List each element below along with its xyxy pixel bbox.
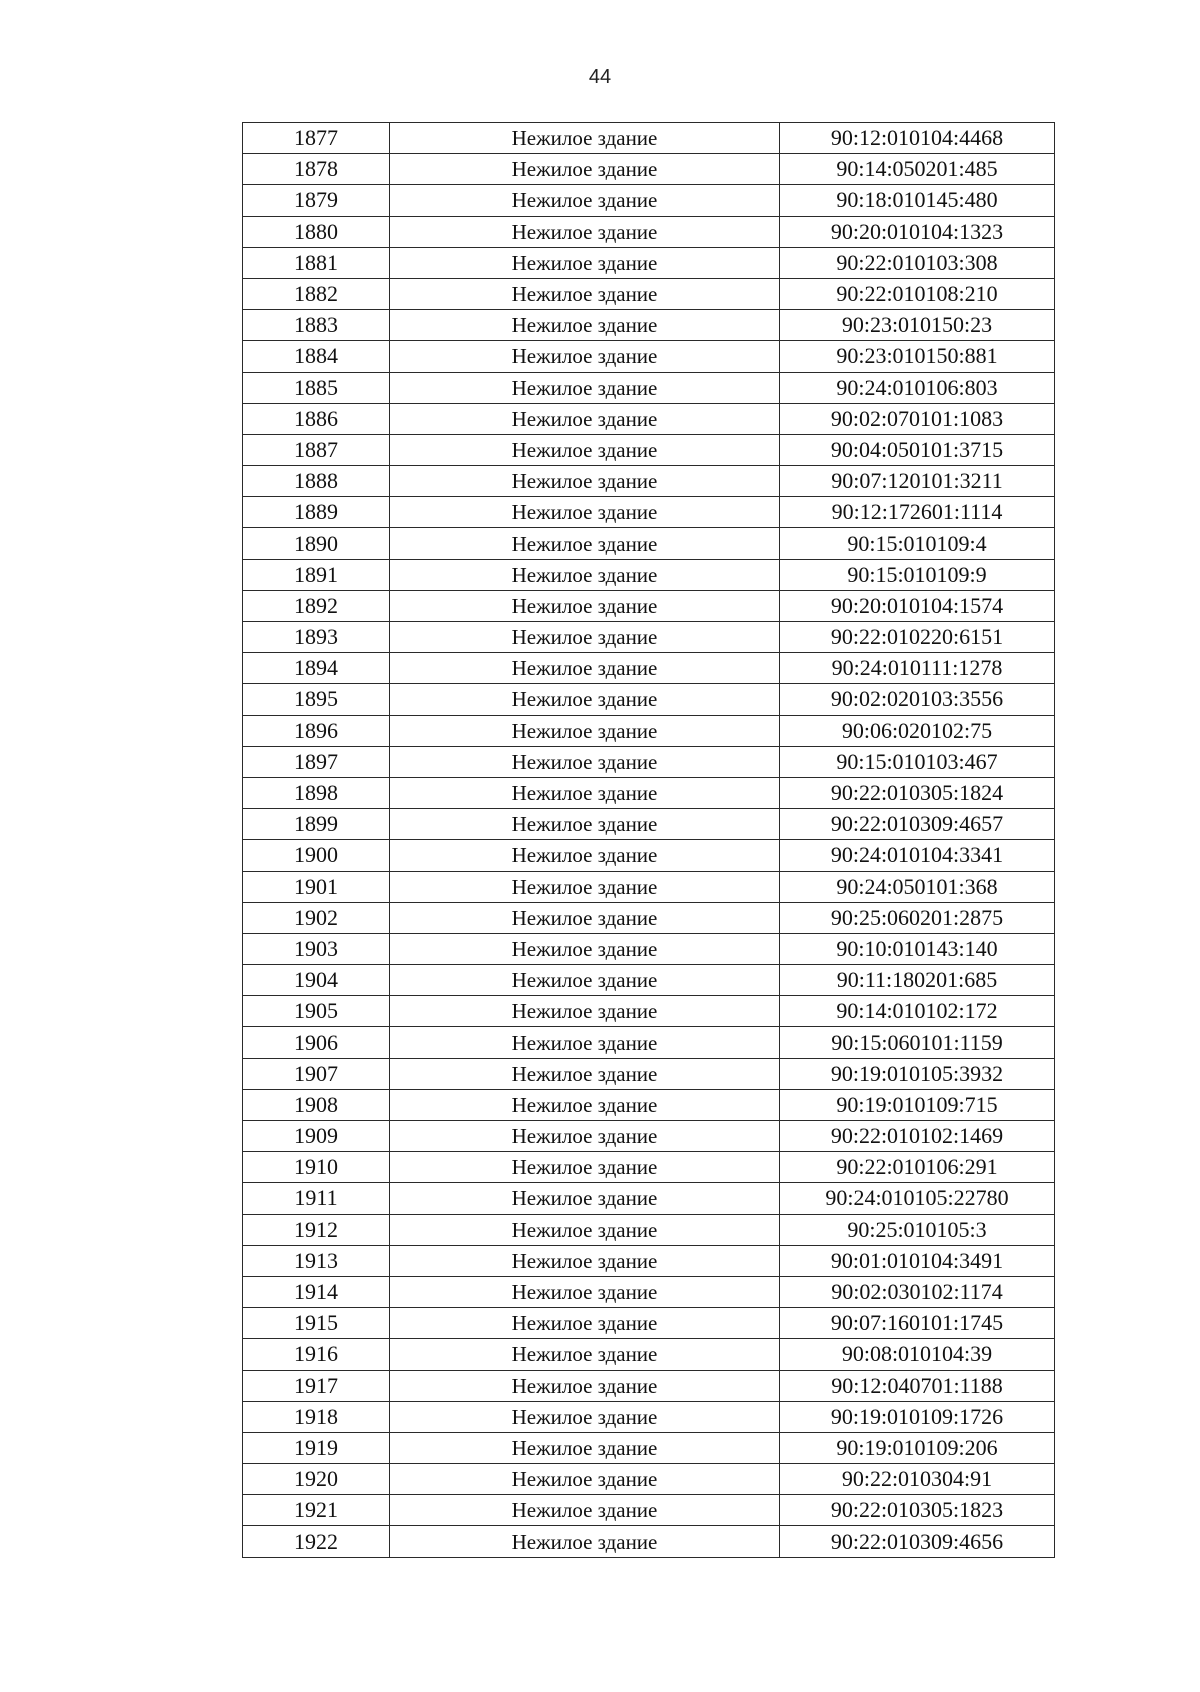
cadastral-number-cell: 90:23:010150:23 [780, 310, 1055, 341]
row-number-cell: 1884 [243, 341, 390, 372]
row-number-cell: 1918 [243, 1401, 390, 1432]
cadastral-number-cell: 90:10:010143:140 [780, 933, 1055, 964]
cadastral-number-cell: 90:24:010105:22780 [780, 1183, 1055, 1214]
object-name-cell: Нежилое здание [390, 1526, 780, 1557]
cadastral-number-cell: 90:15:010109:9 [780, 559, 1055, 590]
cadastral-number-cell: 90:19:010109:715 [780, 1089, 1055, 1120]
object-name-cell: Нежилое здание [390, 1495, 780, 1526]
row-number-cell: 1895 [243, 684, 390, 715]
row-number-cell: 1888 [243, 466, 390, 497]
row-number-cell: 1886 [243, 403, 390, 434]
row-number-cell: 1922 [243, 1526, 390, 1557]
cadastral-number-cell: 90:02:030102:1174 [780, 1276, 1055, 1307]
row-number-cell: 1916 [243, 1339, 390, 1370]
table-row [243, 1183, 1055, 1214]
table-row [243, 466, 1055, 497]
cadastral-number-cell: 90:22:010220:6151 [780, 622, 1055, 653]
cadastral-number-cell: 90:12:040701:1188 [780, 1370, 1055, 1401]
row-number-cell: 1898 [243, 777, 390, 808]
row-number-cell: 1896 [243, 715, 390, 746]
cadastral-number-cell: 90:19:010109:1726 [780, 1401, 1055, 1432]
cadastral-number-cell: 90:12:010104:4468 [780, 123, 1055, 154]
object-name-cell: Нежилое здание [390, 1308, 780, 1339]
table-row [243, 1245, 1055, 1276]
row-number-cell: 1892 [243, 590, 390, 621]
page-number: 44 [588, 66, 612, 88]
cadastral-number-cell: 90:15:010109:4 [780, 528, 1055, 559]
table-row [243, 1464, 1055, 1495]
object-name-cell: Нежилое здание [390, 653, 780, 684]
cadastral-number-cell: 90:14:010102:172 [780, 996, 1055, 1027]
row-number-cell: 1891 [243, 559, 390, 590]
object-name-cell: Нежилое здание [390, 933, 780, 964]
row-number-cell: 1906 [243, 1027, 390, 1058]
object-name-cell: Нежилое здание [390, 1027, 780, 1058]
object-name-cell: Нежилое здание [390, 154, 780, 185]
object-name-cell: Нежилое здание [390, 341, 780, 372]
cadastral-number-cell: 90:02:070101:1083 [780, 403, 1055, 434]
object-name-cell: Нежилое здание [390, 1245, 780, 1276]
object-name-cell: Нежилое здание [390, 684, 780, 715]
table-row [243, 622, 1055, 653]
table-row [243, 1058, 1055, 1089]
table-row [243, 1495, 1055, 1526]
row-number-cell: 1877 [243, 123, 390, 154]
object-name-cell: Нежилое здание [390, 840, 780, 871]
row-number-cell: 1893 [243, 622, 390, 653]
table-row [243, 1027, 1055, 1058]
table-row [243, 1339, 1055, 1370]
object-name-cell: Нежилое здание [390, 1089, 780, 1120]
cadastral-number-cell: 90:25:010105:3 [780, 1214, 1055, 1245]
table-row [243, 1152, 1055, 1183]
object-name-cell: Нежилое здание [390, 809, 780, 840]
cadastral-number-cell: 90:20:010104:1574 [780, 590, 1055, 621]
row-number-cell: 1904 [243, 965, 390, 996]
cadastral-number-cell: 90:24:010104:3341 [780, 840, 1055, 871]
row-number-cell: 1878 [243, 154, 390, 185]
object-name-cell: Нежилое здание [390, 497, 780, 528]
cadastral-number-cell: 90:22:010305:1824 [780, 777, 1055, 808]
object-name-cell: Нежилое здание [390, 1276, 780, 1307]
table-row [243, 809, 1055, 840]
row-number-cell: 1907 [243, 1058, 390, 1089]
object-name-cell: Нежилое здание [390, 715, 780, 746]
object-name-cell: Нежилое здание [390, 590, 780, 621]
table-row [243, 1308, 1055, 1339]
row-number-cell: 1883 [243, 310, 390, 341]
table-row [243, 746, 1055, 777]
row-number-cell: 1887 [243, 434, 390, 465]
cadastral-number-cell: 90:20:010104:1323 [780, 216, 1055, 247]
registry-table [242, 122, 1055, 1558]
table-row [243, 1370, 1055, 1401]
cadastral-number-cell: 90:01:010104:3491 [780, 1245, 1055, 1276]
row-number-cell: 1882 [243, 278, 390, 309]
row-number-cell: 1920 [243, 1464, 390, 1495]
cadastral-number-cell: 90:04:050101:3715 [780, 434, 1055, 465]
cadastral-number-cell: 90:24:050101:368 [780, 871, 1055, 902]
cadastral-number-cell: 90:24:010111:1278 [780, 653, 1055, 684]
cadastral-number-cell: 90:19:010105:3932 [780, 1058, 1055, 1089]
cadastral-number-cell: 90:18:010145:480 [780, 185, 1055, 216]
object-name-cell: Нежилое здание [390, 1401, 780, 1432]
row-number-cell: 1879 [243, 185, 390, 216]
table-row [243, 341, 1055, 372]
cadastral-number-cell: 90:23:010150:881 [780, 341, 1055, 372]
object-name-cell: Нежилое здание [390, 746, 780, 777]
table-row [243, 1401, 1055, 1432]
table-row [243, 403, 1055, 434]
row-number-cell: 1909 [243, 1121, 390, 1152]
table-row [243, 123, 1055, 154]
cadastral-number-cell: 90:15:010103:467 [780, 746, 1055, 777]
object-name-cell: Нежилое здание [390, 372, 780, 403]
table-row [243, 1121, 1055, 1152]
table-row [243, 684, 1055, 715]
cadastral-number-cell: 90:15:060101:1159 [780, 1027, 1055, 1058]
table-row [243, 1526, 1055, 1557]
object-name-cell: Нежилое здание [390, 622, 780, 653]
cadastral-number-cell: 90:22:010106:291 [780, 1152, 1055, 1183]
object-name-cell: Нежилое здание [390, 1121, 780, 1152]
object-name-cell: Нежилое здание [390, 1339, 780, 1370]
table-row [243, 372, 1055, 403]
object-name-cell: Нежилое здание [390, 185, 780, 216]
object-name-cell: Нежилое здание [390, 434, 780, 465]
row-number-cell: 1894 [243, 653, 390, 684]
row-number-cell: 1880 [243, 216, 390, 247]
row-number-cell: 1905 [243, 996, 390, 1027]
table-row [243, 1432, 1055, 1463]
cadastral-number-cell: 90:22:010102:1469 [780, 1121, 1055, 1152]
cadastral-number-cell: 90:12:172601:1114 [780, 497, 1055, 528]
table-row [243, 590, 1055, 621]
table-row [243, 434, 1055, 465]
object-name-cell: Нежилое здание [390, 1152, 780, 1183]
cadastral-number-cell: 90:22:010304:91 [780, 1464, 1055, 1495]
object-name-cell: Нежилое здание [390, 278, 780, 309]
table-row [243, 653, 1055, 684]
object-name-cell: Нежилое здание [390, 559, 780, 590]
cadastral-number-cell: 90:07:120101:3211 [780, 466, 1055, 497]
row-number-cell: 1908 [243, 1089, 390, 1120]
cadastral-number-cell: 90:06:020102:75 [780, 715, 1055, 746]
table-row [243, 185, 1055, 216]
row-number-cell: 1919 [243, 1432, 390, 1463]
row-number-cell: 1881 [243, 247, 390, 278]
table-row [243, 1276, 1055, 1307]
table-row [243, 777, 1055, 808]
table-row [243, 528, 1055, 559]
object-name-cell: Нежилое здание [390, 310, 780, 341]
cadastral-number-cell: 90:22:010108:210 [780, 278, 1055, 309]
cadastral-number-cell: 90:22:010309:4656 [780, 1526, 1055, 1557]
table-row [243, 933, 1055, 964]
row-number-cell: 1900 [243, 840, 390, 871]
table-row [243, 996, 1055, 1027]
table-row [243, 715, 1055, 746]
object-name-cell: Нежилое здание [390, 216, 780, 247]
object-name-cell: Нежилое здание [390, 1058, 780, 1089]
cadastral-number-cell: 90:22:010103:308 [780, 247, 1055, 278]
object-name-cell: Нежилое здание [390, 403, 780, 434]
cadastral-number-cell: 90:14:050201:485 [780, 154, 1055, 185]
registry-table-body [243, 123, 1055, 1558]
object-name-cell: Нежилое здание [390, 247, 780, 278]
row-number-cell: 1915 [243, 1308, 390, 1339]
table-row [243, 902, 1055, 933]
object-name-cell: Нежилое здание [390, 902, 780, 933]
cadastral-number-cell: 90:25:060201:2875 [780, 902, 1055, 933]
cadastral-number-cell: 90:24:010106:803 [780, 372, 1055, 403]
row-number-cell: 1901 [243, 871, 390, 902]
object-name-cell: Нежилое здание [390, 1183, 780, 1214]
object-name-cell: Нежилое здание [390, 123, 780, 154]
row-number-cell: 1902 [243, 902, 390, 933]
cadastral-number-cell: 90:07:160101:1745 [780, 1308, 1055, 1339]
table-row [243, 154, 1055, 185]
object-name-cell: Нежилое здание [390, 1214, 780, 1245]
table-row [243, 497, 1055, 528]
row-number-cell: 1914 [243, 1276, 390, 1307]
row-number-cell: 1913 [243, 1245, 390, 1276]
cadastral-number-cell: 90:19:010109:206 [780, 1432, 1055, 1463]
table-row [243, 871, 1055, 902]
row-number-cell: 1897 [243, 746, 390, 777]
row-number-cell: 1899 [243, 809, 390, 840]
row-number-cell: 1910 [243, 1152, 390, 1183]
cadastral-number-cell: 90:22:010305:1823 [780, 1495, 1055, 1526]
table-row [243, 278, 1055, 309]
table-row [243, 1089, 1055, 1120]
row-number-cell: 1911 [243, 1183, 390, 1214]
object-name-cell: Нежилое здание [390, 777, 780, 808]
row-number-cell: 1890 [243, 528, 390, 559]
table-row [243, 310, 1055, 341]
object-name-cell: Нежилое здание [390, 528, 780, 559]
object-name-cell: Нежилое здание [390, 996, 780, 1027]
row-number-cell: 1917 [243, 1370, 390, 1401]
table-row [243, 1214, 1055, 1245]
object-name-cell: Нежилое здание [390, 466, 780, 497]
object-name-cell: Нежилое здание [390, 1370, 780, 1401]
cadastral-number-cell: 90:02:020103:3556 [780, 684, 1055, 715]
row-number-cell: 1885 [243, 372, 390, 403]
table-row [243, 965, 1055, 996]
row-number-cell: 1889 [243, 497, 390, 528]
object-name-cell: Нежилое здание [390, 1432, 780, 1463]
table-row [243, 216, 1055, 247]
row-number-cell: 1912 [243, 1214, 390, 1245]
table-row [243, 247, 1055, 278]
object-name-cell: Нежилое здание [390, 871, 780, 902]
row-number-cell: 1921 [243, 1495, 390, 1526]
object-name-cell: Нежилое здание [390, 965, 780, 996]
table-row [243, 840, 1055, 871]
cadastral-number-cell: 90:08:010104:39 [780, 1339, 1055, 1370]
cadastral-number-cell: 90:22:010309:4657 [780, 809, 1055, 840]
object-name-cell: Нежилое здание [390, 1464, 780, 1495]
table-row [243, 559, 1055, 590]
row-number-cell: 1903 [243, 933, 390, 964]
cadastral-number-cell: 90:11:180201:685 [780, 965, 1055, 996]
